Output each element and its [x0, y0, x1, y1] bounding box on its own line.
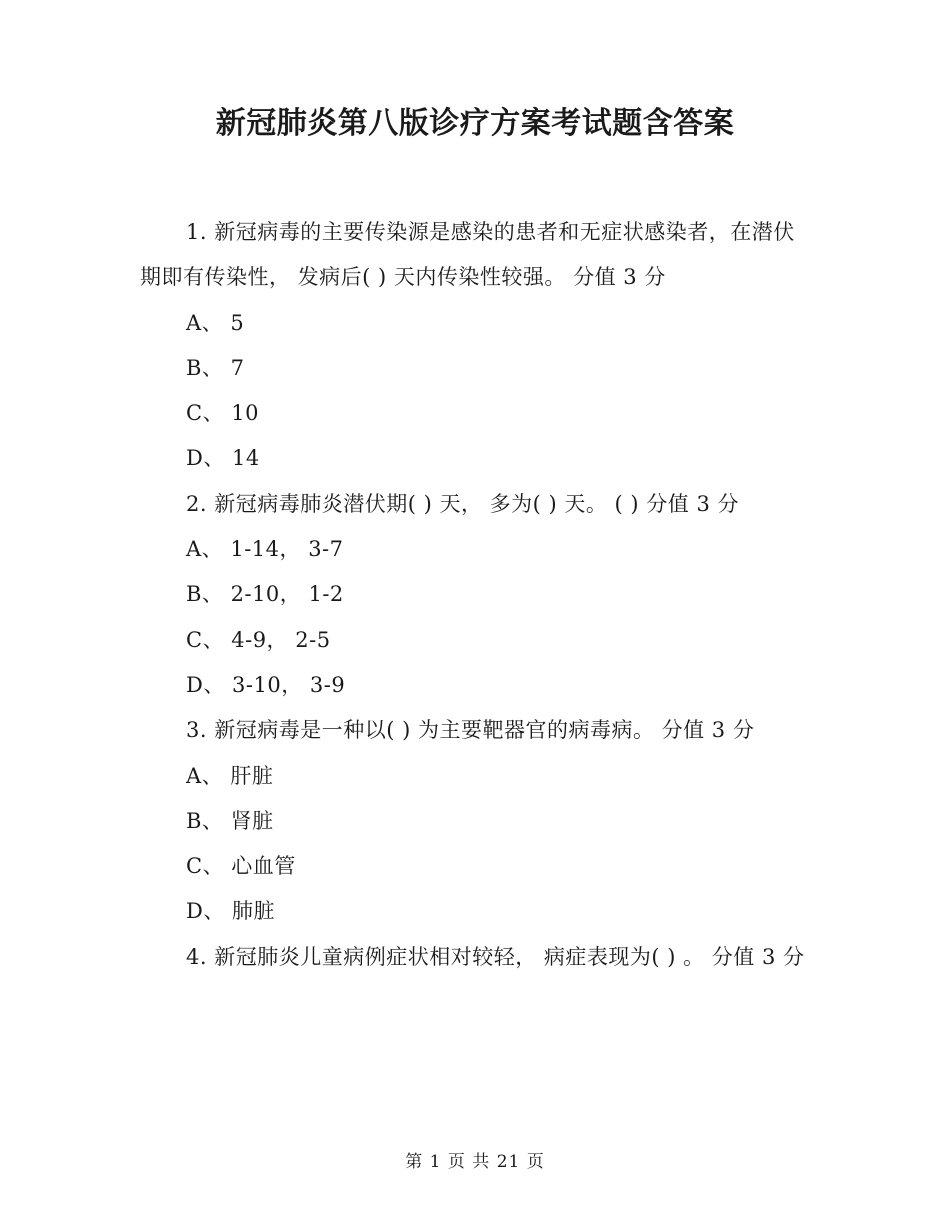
question-block: [140, 708, 810, 934]
option-a: A、 5: [186, 310, 245, 335]
question-block: [140, 935, 810, 980]
page-footer: 第 1 页 共 21 页: [405, 1152, 545, 1172]
option-d: D、 肺脏: [186, 899, 276, 924]
question-text: 2. 新冠病毒肺炎潜伏期( ) 天， 多为( ) 天。 ( ) 分值 3 分: [186, 491, 739, 516]
option-c: C、 4-9， 2-5: [186, 627, 331, 652]
question-text: 3. 新冠病毒是一种以( ) 为主要靶器官的病毒病。 分值 3 分: [186, 718, 755, 743]
option-c: C、 10: [186, 401, 259, 426]
option-a: A、 1-14， 3-7: [186, 537, 344, 562]
option-b: B、 7: [186, 355, 245, 380]
option-d: D、 14: [186, 446, 260, 471]
option-c: C、 心血管: [186, 854, 296, 879]
question-block: [140, 482, 810, 708]
question-text: 1. 新冠病毒的主要传染源是感染的患者和无症状感染者，在潜伏期即有传染性， 发病后( ) 天内传染性较强。 分值 3 分: [140, 220, 795, 290]
question-text: 4. 新冠肺炎儿童病例症状相对较轻， 病症表现为( ) 。 分值 3 分: [186, 944, 805, 969]
option-b: B、 2-10， 1-2: [186, 582, 344, 607]
question-block: [140, 210, 810, 482]
option-d: D、 3-10， 3-9: [186, 672, 346, 697]
option-a: A、 肝脏: [186, 763, 274, 788]
document-title: 新冠肺炎第八版诊疗方案考试题含答案: [215, 106, 735, 141]
document-body: [140, 210, 810, 980]
option-b: B、 肾脏: [186, 808, 274, 833]
